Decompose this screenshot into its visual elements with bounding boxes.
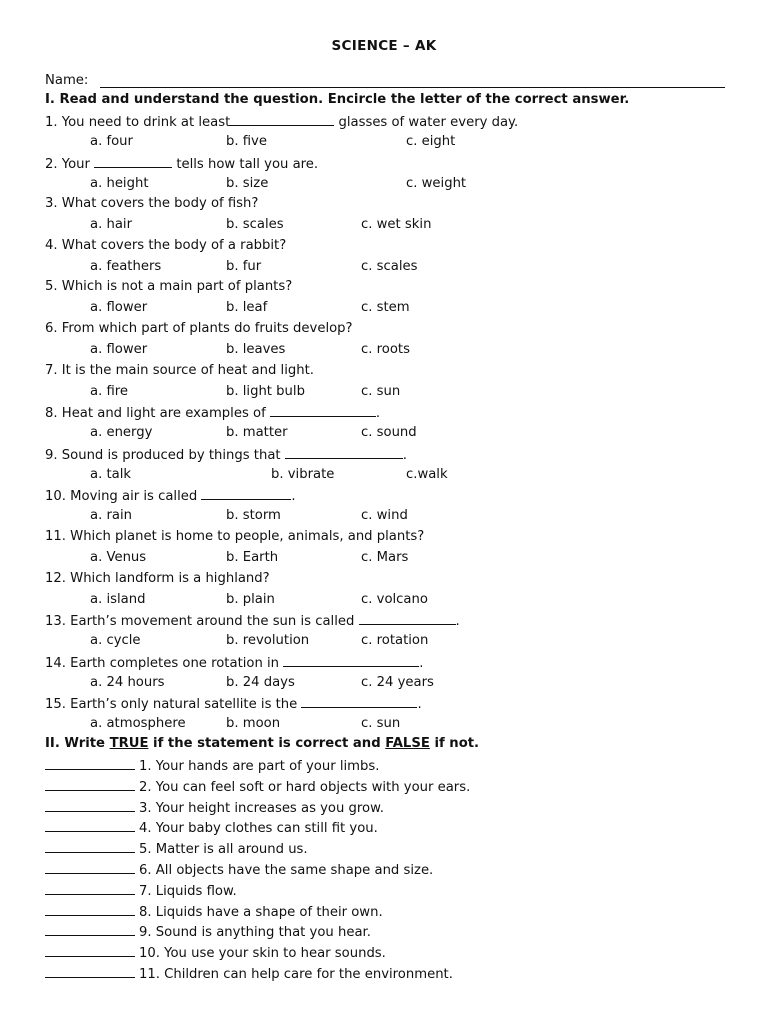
choice-b[interactable]: b. light bulb: [226, 383, 305, 399]
choice-c[interactable]: c. stem: [361, 300, 410, 316]
part2-heading-pre: II. Write: [45, 736, 110, 751]
statement-text: 3. Your height increases as you grow.: [139, 800, 384, 816]
true-false-item: [45, 903, 383, 921]
choice-a[interactable]: a. rain: [90, 508, 132, 524]
statement-text: 5. Matter is all around us.: [139, 842, 308, 858]
true-false-item: [45, 778, 470, 796]
question-text: 1. You need to drink at least: [45, 115, 231, 130]
choice-b[interactable]: b. five: [226, 134, 267, 149]
statement-text: 6. All objects have the same shape and size.: [139, 863, 434, 878]
question-text: 2. Your: [45, 156, 95, 172]
choice-a[interactable]: a. flower: [90, 300, 148, 316]
choice-b[interactable]: b. scales: [226, 217, 284, 233]
choice-a[interactable]: a. atmosphere: [90, 716, 186, 732]
answer-blank[interactable]: [45, 778, 135, 791]
part2-heading-mid: if the statement is correct and: [148, 736, 386, 751]
true-false-item: [45, 861, 433, 879]
question-text: 9. Sound is produced by things that: [45, 447, 285, 463]
choice-c[interactable]: c. wet skin: [361, 217, 432, 233]
answer-blank[interactable]: [94, 155, 172, 168]
choice-b[interactable]: b. size: [226, 175, 269, 191]
choice-c[interactable]: c. Mars: [361, 550, 409, 565]
choice-c[interactable]: c. wind: [361, 508, 408, 524]
true-false-item: [45, 799, 384, 817]
name-field[interactable]: [45, 73, 725, 91]
answer-blank[interactable]: [45, 965, 135, 978]
question-text: 4. What covers the body of a rabbit?: [45, 237, 287, 253]
choice-c[interactable]: c.walk: [406, 466, 448, 482]
choice-a[interactable]: a. island: [90, 591, 146, 607]
answer-blank[interactable]: [301, 695, 417, 708]
answer-blank[interactable]: [45, 799, 135, 812]
statement-text: 10. You use your skin to hear sounds.: [139, 946, 386, 962]
choice-a[interactable]: a. fire: [90, 383, 129, 399]
question-text-end: .: [419, 655, 424, 671]
question-6: [45, 321, 353, 336]
question-11: [45, 529, 424, 544]
statement-text: 4. Your baby clothes can still fit you.: [139, 821, 378, 837]
question-12: [45, 571, 270, 586]
question-text: 15. Earth’s only natural satellite is the: [45, 697, 302, 713]
question-2: [45, 155, 318, 172]
choice-b[interactable]: b. storm: [226, 508, 281, 524]
question-text-end: .: [402, 447, 407, 463]
question-text-end: glasses of water every day.: [334, 115, 519, 130]
choice-b[interactable]: b. moon: [226, 716, 281, 732]
part2-heading-post: if not.: [429, 736, 480, 751]
part2-heading-false: FALSE: [385, 736, 430, 751]
choice-c[interactable]: c. sound: [361, 425, 417, 441]
choice-c[interactable]: c. rotation: [361, 633, 429, 649]
choice-c[interactable]: c. eight: [406, 134, 456, 149]
statement-text: 1. Your hands are part of your limbs.: [139, 759, 380, 774]
statement-text: 7. Liquids flow.: [139, 883, 237, 899]
question-text: 10. Moving air is called: [45, 489, 202, 505]
answer-blank[interactable]: [45, 819, 135, 832]
page-title: SCIENCE – AK: [331, 38, 437, 54]
question-text: 5. Which is not a main part of plants?: [45, 279, 293, 295]
choice-b[interactable]: b. 24 days: [226, 674, 295, 690]
question-8: [45, 404, 380, 421]
choice-a[interactable]: a. energy: [90, 425, 153, 441]
choice-a[interactable]: a. talk: [90, 466, 132, 482]
question-text-end: .: [375, 406, 381, 422]
name-blank-line: [100, 87, 725, 88]
question-text: 6. From which part of plants do fruits develop?: [45, 321, 353, 336]
part1-heading: I. Read and understand the question. Encircle the letter of the correct answer.: [45, 92, 630, 107]
answer-blank[interactable]: [45, 861, 135, 874]
choice-c[interactable]: c. sun: [361, 383, 401, 399]
choice-a[interactable]: a. flower: [90, 342, 148, 357]
answer-blank[interactable]: [45, 882, 135, 895]
answer-blank[interactable]: [45, 923, 135, 936]
question-4: [45, 238, 286, 253]
question-text-end: tells how tall you are.: [172, 156, 319, 172]
choice-b[interactable]: b. leaves: [226, 342, 286, 357]
statement-text: 8. Liquids have a shape of their own.: [139, 904, 383, 920]
true-false-item: [45, 882, 237, 900]
choice-c[interactable]: c. 24 years: [361, 674, 434, 690]
choice-c[interactable]: c. volcano: [361, 591, 428, 607]
question-9: [45, 446, 407, 463]
choice-b[interactable]: b. Earth: [226, 550, 279, 565]
choice-c[interactable]: c. scales: [361, 258, 418, 274]
question-7: [45, 363, 314, 378]
statement-text: 2. You can feel soft or hard objects with your ears.: [139, 779, 471, 795]
true-false-item: [45, 923, 371, 941]
question-text-end: .: [417, 697, 422, 713]
answer-blank[interactable]: [201, 487, 291, 500]
choice-c[interactable]: c. roots: [361, 342, 410, 357]
true-false-item: [45, 944, 386, 962]
choice-c[interactable]: c. sun: [361, 716, 401, 732]
question-text: 8. Heat and light are examples of: [45, 406, 270, 422]
question-text: 11. Which planet is home to people, animals, and plants?: [45, 529, 425, 544]
answer-blank[interactable]: [230, 113, 334, 126]
choice-b[interactable]: b. vibrate: [271, 466, 335, 482]
question-10: [45, 487, 296, 504]
choice-b[interactable]: b. matter: [226, 425, 288, 441]
true-false-item: [45, 840, 308, 858]
answer-blank[interactable]: [285, 446, 403, 459]
part2-heading-true: TRUE: [109, 736, 149, 751]
question-1: [45, 113, 518, 130]
answer-blank[interactable]: [359, 612, 456, 625]
true-false-item: [45, 757, 379, 775]
answer-blank[interactable]: [45, 944, 135, 957]
choice-b[interactable]: b. leaf: [226, 300, 268, 316]
statement-text: 9. Sound is anything that you hear.: [139, 925, 371, 941]
choice-a[interactable]: a. Venus: [90, 550, 147, 565]
question-14: [45, 654, 423, 671]
choice-b[interactable]: b. fur: [226, 258, 262, 274]
question-13: [45, 612, 460, 629]
question-text: 3. What covers the body of fish?: [45, 196, 259, 212]
choice-a[interactable]: a. hair: [90, 217, 132, 233]
choice-a[interactable]: a. four: [90, 134, 133, 149]
choice-b[interactable]: b. plain: [226, 591, 275, 607]
name-label: Name:: [45, 73, 89, 88]
question-text-end: .: [455, 614, 460, 630]
choice-a[interactable]: a. height: [90, 175, 149, 191]
true-false-item: [45, 965, 453, 983]
statement-text: 11. Children can help care for the environment.: [139, 967, 453, 982]
question-5: [45, 279, 292, 294]
choice-a[interactable]: a. cycle: [90, 633, 141, 649]
question-15: [45, 695, 422, 712]
answer-blank[interactable]: [283, 654, 419, 667]
question-3: [45, 196, 258, 211]
choice-c[interactable]: c. weight: [406, 175, 467, 191]
answer-blank[interactable]: [270, 404, 376, 417]
question-text: 13. Earth’s movement around the sun is called: [45, 614, 359, 630]
question-text: 7. It is the main source of heat and light.: [45, 362, 314, 378]
question-text: 12. Which landform is a highland?: [45, 570, 270, 586]
choice-b[interactable]: b. revolution: [226, 633, 310, 649]
answer-blank[interactable]: [45, 757, 135, 770]
true-false-item: [45, 819, 378, 837]
answer-blank[interactable]: [45, 903, 135, 916]
question-text: 14. Earth completes one rotation in: [45, 655, 284, 671]
choice-a[interactable]: a. 24 hours: [90, 674, 165, 690]
part2-heading: [45, 736, 479, 751]
answer-blank[interactable]: [45, 840, 135, 853]
choice-a[interactable]: a. feathers: [90, 258, 162, 274]
question-text-end: .: [291, 489, 296, 505]
